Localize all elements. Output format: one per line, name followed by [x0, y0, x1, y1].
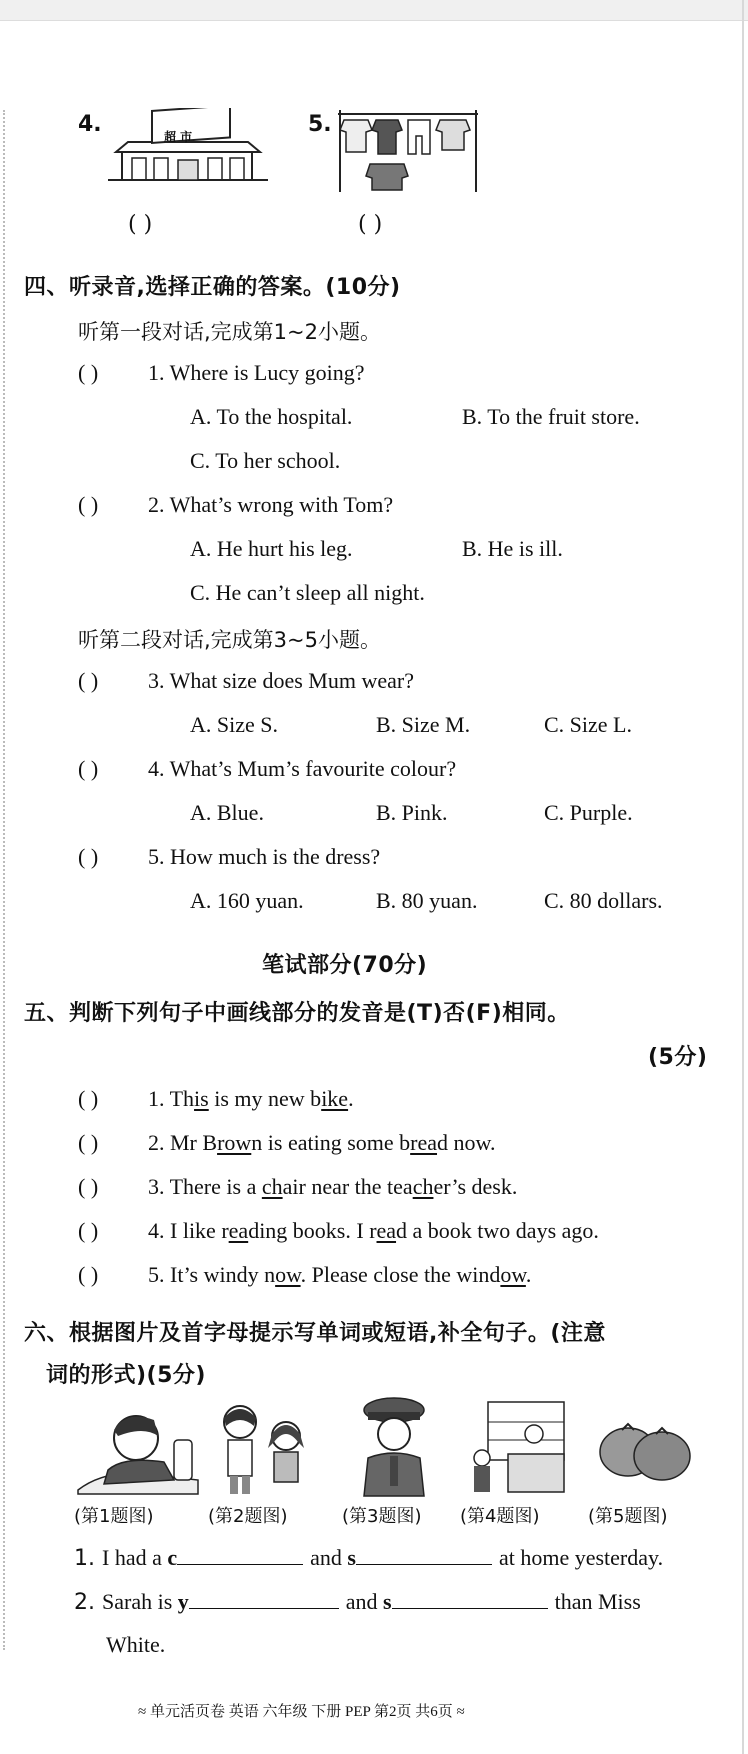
item-5-answer-paren[interactable]: ( ): [358, 212, 383, 237]
s4-q1-option-c: C. To her school.: [190, 448, 341, 473]
sick-person-picture: [74, 1400, 202, 1496]
s5-q5-sentence: 5. It’s windy now. Please close the window.: [148, 1262, 532, 1287]
page-edge: [742, 0, 744, 1754]
s5-q1-sentence: 1. This is my new bike.: [148, 1086, 354, 1111]
section-5-title: 五、判断下列句子中画线部分的发音是(T)否(F)相同。: [24, 1001, 570, 1026]
caption-5: (第5题图): [588, 1506, 668, 1527]
dialogue-2-instruction: 听第二段对话,完成第3~5小题。: [78, 628, 381, 652]
s6-q1-blank-1[interactable]: [177, 1544, 303, 1565]
s5-q2-sentence: 2. Mr Brown is eating some bread now.: [148, 1130, 496, 1155]
wave-icon-right: ≈: [456, 1704, 465, 1720]
s4-q3-option-b: B. Size M.: [376, 712, 471, 737]
s4-q5-option-a: A. 160 yuan.: [190, 888, 304, 913]
caption-1: (第1题图): [74, 1506, 154, 1527]
s4-q5-question: 5. How much is the dress?: [148, 844, 381, 869]
written-part-title: 笔试部分(70分): [262, 953, 428, 978]
s4-q2-question: 2. What’s wrong with Tom?: [148, 492, 394, 517]
s6-q2-line2: White.: [106, 1632, 166, 1657]
s4-q3-question: 3. What size does Mum wear?: [148, 668, 414, 693]
section-6-title-line2: 词的形式)(5分): [46, 1363, 206, 1388]
s4-q4-option-c: C. Purple.: [544, 800, 633, 825]
s4-q4-question: 4. What’s Mum’s favourite colour?: [148, 756, 457, 781]
clothes-rack-picture: [334, 106, 484, 194]
s4-q2-option-a: A. He hurt his leg.: [190, 536, 353, 561]
item-4-number: 4.: [78, 112, 102, 137]
caption-2: (第2题图): [208, 1506, 288, 1527]
s5-q1-paren[interactable]: ( ): [78, 1086, 99, 1111]
s4-q1-question: 1. Where is Lucy going?: [148, 360, 365, 385]
caption-3: (第3题图): [342, 1506, 422, 1527]
top-scan-bar: [0, 0, 748, 21]
tomatoes-picture: [598, 1416, 694, 1486]
s4-q3-option-c: C. Size L.: [544, 712, 632, 737]
footer-text: 单元活页卷 英语 六年级 下册 PEP 第2页 共6页: [149, 1704, 453, 1720]
s4-q4-paren[interactable]: ( ): [78, 756, 99, 781]
s6-q2-blank-1[interactable]: [189, 1588, 339, 1609]
supermarket-sign: 超 市: [164, 130, 193, 144]
s6-q1-sentence: 1. I had a c and s at home yesterday.: [74, 1545, 664, 1571]
s4-q5-paren[interactable]: ( ): [78, 844, 99, 869]
section-6-title-line1: 六、根据图片及首字母提示写单词或短语,补全句子。(注意: [24, 1321, 606, 1346]
supermarket-picture: [108, 108, 268, 188]
s4-q2-option-c: C. He can’t sleep all night.: [190, 580, 425, 605]
s5-q5-paren[interactable]: ( ): [78, 1262, 99, 1287]
s5-q3-paren[interactable]: ( ): [78, 1174, 99, 1199]
footer: [138, 1700, 465, 1721]
wave-icon-left: ≈: [138, 1704, 147, 1720]
two-girls-picture: [210, 1396, 318, 1496]
s4-q1-paren[interactable]: ( ): [78, 360, 99, 385]
s4-q2-paren[interactable]: ( ): [78, 492, 99, 517]
s4-q5-option-b: B. 80 yuan.: [376, 888, 478, 913]
s4-q3-paren[interactable]: ( ): [78, 668, 99, 693]
s4-q1-option-a: A. To the hospital.: [190, 404, 353, 429]
shop-counter-picture: [464, 1398, 568, 1496]
s5-q4-paren[interactable]: ( ): [78, 1218, 99, 1243]
s5-q2-paren[interactable]: ( ): [78, 1130, 99, 1155]
s4-q4-option-a: A. Blue.: [190, 800, 264, 825]
s5-q4-sentence: 4. I like reading books. I read a book two days ago.: [148, 1218, 599, 1243]
police-officer-picture: [354, 1394, 434, 1498]
s4-q5-option-c: C. 80 dollars.: [544, 888, 663, 913]
s4-q4-option-b: B. Pink.: [376, 800, 448, 825]
s5-q3-sentence: 3. There is a chair near the teacher’s desk.: [148, 1174, 518, 1199]
section-4-title: 四、听录音,选择正确的答案。(10分): [24, 275, 401, 300]
item-5-number: 5.: [308, 112, 332, 137]
s4-q2-option-b: B. He is ill.: [462, 536, 563, 561]
s6-q2-sentence: 2. Sarah is y and s than Miss: [74, 1589, 641, 1615]
dialogue-1-instruction: 听第一段对话,完成第1~2小题。: [78, 320, 381, 344]
s6-q2-blank-2[interactable]: [392, 1588, 548, 1609]
s6-q1-blank-2[interactable]: [356, 1544, 492, 1565]
s4-q3-option-a: A. Size S.: [190, 712, 278, 737]
s4-q1-option-b: B. To the fruit store.: [462, 404, 640, 429]
item-4-answer-paren[interactable]: ( ): [128, 212, 153, 237]
caption-4: (第4题图): [460, 1506, 540, 1527]
section-5-score: (5分): [648, 1045, 708, 1070]
binding-edge: [3, 110, 5, 1650]
